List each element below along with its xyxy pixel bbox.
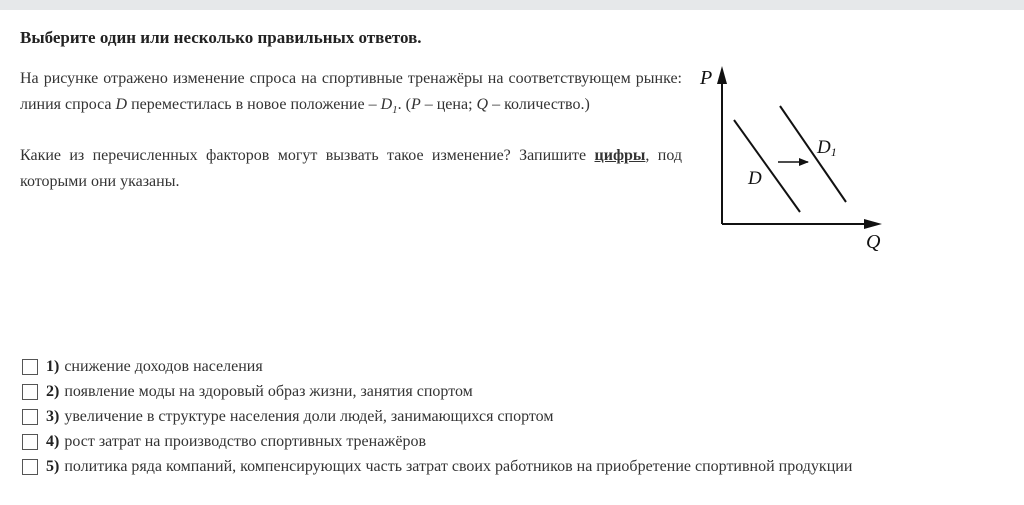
demand-label-d: D — [748, 168, 762, 189]
answer-option-4[interactable] — [22, 429, 852, 454]
answer-option-1[interactable] — [22, 354, 852, 379]
checkbox-2[interactable] — [22, 384, 38, 400]
option-number: 3) — [46, 407, 60, 425]
answer-option-2[interactable] — [22, 379, 852, 404]
option-number: 1) — [46, 357, 60, 375]
text-segment: , под которыми они указаны. — [20, 147, 682, 190]
option-number: 5) — [46, 457, 60, 475]
checkbox-5[interactable] — [22, 459, 38, 475]
symbol-main: D — [380, 96, 393, 113]
demand-shift-graph — [690, 60, 900, 260]
new-demand-symbol — [380, 96, 398, 116]
demand-label-d1 — [816, 137, 837, 159]
demand-line-d — [734, 120, 800, 212]
option-label: рост затрат на производство спортивных тренажёров — [64, 432, 427, 450]
price-symbol: P — [410, 96, 421, 113]
text-segment: – количество.) — [488, 96, 590, 113]
text-segment: . ( — [397, 96, 411, 113]
text-segment: Какие из перечисленных факторов могут вызвать такое изменение? Запишите — [20, 147, 595, 164]
question-text — [20, 66, 682, 195]
top-bar — [0, 0, 1024, 10]
price-axis-arrow-icon — [717, 66, 727, 84]
quantity-axis-arrow-icon — [864, 219, 882, 229]
text-segment: – цена; — [420, 96, 477, 113]
label-subscript: 1 — [830, 145, 837, 159]
quantity-axis-label: Q — [866, 231, 881, 253]
question-title: Выберите один или несколько правильных ответов. — [20, 28, 422, 47]
checkbox-4[interactable] — [22, 434, 38, 450]
label-main: D — [817, 137, 831, 158]
price-axis-label: P — [700, 67, 713, 89]
checkbox-1[interactable] — [22, 359, 38, 375]
option-number: 4) — [46, 432, 60, 450]
option-label: снижение доходов населения — [64, 357, 263, 375]
answer-options — [22, 354, 852, 479]
option-label: политика ряда компаний, компенсирующих часть затрат своих работников на приобретение спортивной продукции — [64, 457, 853, 475]
emphasis-digits: цифры — [594, 147, 646, 164]
option-label: появление моды на здоровый образ жизни, занятия спортом — [64, 382, 473, 400]
option-label: увеличение в структуре населения доли людей, занимающихся спортом — [64, 407, 554, 425]
option-number: 2) — [46, 382, 60, 400]
text-segment: На рисунке отражено изменение спроса на спортивные тренажёры на соответствующем рынке: линия спроса — [20, 70, 682, 113]
symbol-subscript: 1 — [392, 104, 398, 116]
answer-option-5[interactable] — [22, 454, 852, 479]
text-segment: переместилась в новое положение – — [127, 96, 381, 113]
quantity-symbol: Q — [476, 96, 489, 113]
answer-option-3[interactable] — [22, 404, 852, 429]
question-paragraph-1 — [20, 66, 682, 119]
question-paragraph-2 — [20, 143, 682, 195]
checkbox-3[interactable] — [22, 409, 38, 425]
demand-symbol: D — [115, 96, 128, 113]
